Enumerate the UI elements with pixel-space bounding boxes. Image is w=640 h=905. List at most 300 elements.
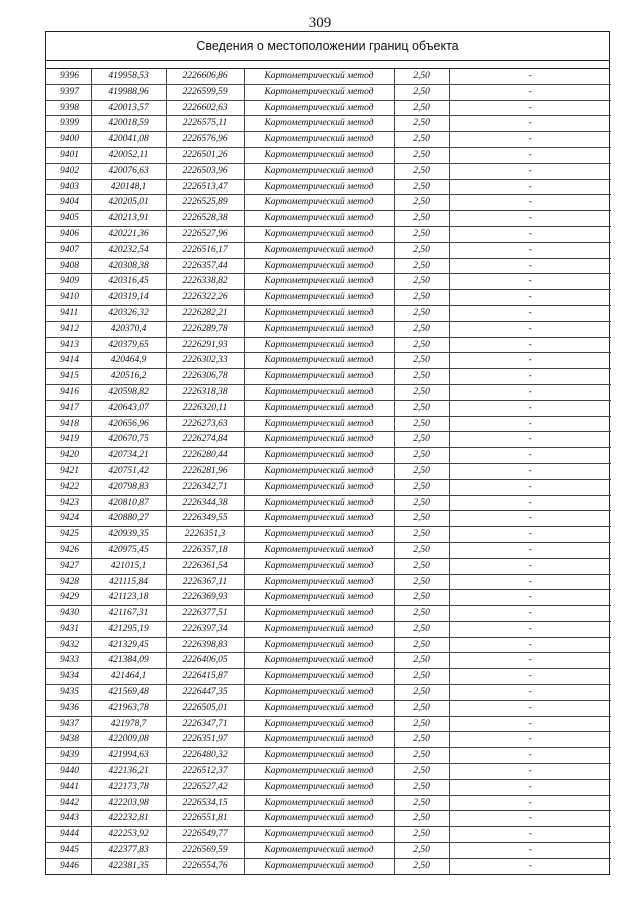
method-cell: Картометрический метод [244, 179, 394, 195]
description-cell: - [449, 100, 611, 116]
table-row [46, 400, 611, 416]
coordinate-y-cell: 2226406,05 [166, 653, 244, 669]
table-row [46, 258, 611, 274]
point-number-cell: 9417 [46, 400, 91, 416]
description-cell: - [449, 811, 611, 827]
table-row [46, 195, 611, 211]
method-cell: Картометрический метод [244, 353, 394, 369]
description-cell: - [449, 764, 611, 780]
method-cell: Картометрический метод [244, 495, 394, 511]
point-number-cell: 9442 [46, 795, 91, 811]
description-cell: - [449, 527, 611, 543]
coordinate-x-cell: 420598,82 [91, 384, 166, 400]
accuracy-cell: 2,50 [394, 843, 449, 859]
coordinate-x-cell: 420205,01 [91, 195, 166, 211]
method-cell: Картометрический метод [244, 574, 394, 590]
table-row [46, 653, 611, 669]
coordinate-x-cell: 421295,19 [91, 621, 166, 637]
method-cell: Картометрический метод [244, 290, 394, 306]
coordinate-y-cell: 2226576,96 [166, 132, 244, 148]
description-cell: - [449, 463, 611, 479]
table-row [46, 290, 611, 306]
point-number-cell: 9436 [46, 700, 91, 716]
coordinate-y-cell: 2226528,38 [166, 211, 244, 227]
coordinate-y-cell: 2226501,26 [166, 147, 244, 163]
coordinate-x-cell: 420308,38 [91, 258, 166, 274]
description-cell: - [449, 511, 611, 527]
table-row [46, 463, 611, 479]
coordinate-y-cell: 2226480,32 [166, 748, 244, 764]
table-row [46, 700, 611, 716]
coordinate-x-cell: 420516,2 [91, 369, 166, 385]
description-cell: - [449, 353, 611, 369]
method-cell: Картометрический метод [244, 321, 394, 337]
method-cell: Картометрический метод [244, 432, 394, 448]
coordinate-y-cell: 2226554,76 [166, 858, 244, 873]
coordinate-y-cell: 2226347,71 [166, 716, 244, 732]
coordinate-y-cell: 2226527,96 [166, 226, 244, 242]
coordinate-x-cell: 420656,96 [91, 416, 166, 432]
accuracy-cell: 2,50 [394, 827, 449, 843]
method-cell: Картометрический метод [244, 685, 394, 701]
point-number-cell: 9405 [46, 211, 91, 227]
accuracy-cell: 2,50 [394, 195, 449, 211]
method-cell: Картометрический метод [244, 542, 394, 558]
accuracy-cell: 2,50 [394, 669, 449, 685]
point-number-cell: 9408 [46, 258, 91, 274]
coordinate-y-cell: 2226302,33 [166, 353, 244, 369]
table-row [46, 542, 611, 558]
method-cell: Картометрический метод [244, 653, 394, 669]
table-row [46, 811, 611, 827]
coordinate-x-cell: 420751,42 [91, 463, 166, 479]
method-cell: Картометрический метод [244, 100, 394, 116]
point-number-cell: 9445 [46, 843, 91, 859]
accuracy-cell: 2,50 [394, 448, 449, 464]
accuracy-cell: 2,50 [394, 163, 449, 179]
table-row [46, 100, 611, 116]
coordinate-y-cell: 2226534,15 [166, 795, 244, 811]
point-number-cell: 9400 [46, 132, 91, 148]
method-cell: Картометрический метод [244, 305, 394, 321]
method-cell: Картометрический метод [244, 132, 394, 148]
table-row [46, 764, 611, 780]
accuracy-cell: 2,50 [394, 637, 449, 653]
coordinate-y-cell: 2226344,38 [166, 495, 244, 511]
description-cell: - [449, 669, 611, 685]
method-cell: Картометрический метод [244, 448, 394, 464]
coordinate-x-cell: 420643,07 [91, 400, 166, 416]
coordinate-x-cell: 422009,08 [91, 732, 166, 748]
accuracy-cell: 2,50 [394, 226, 449, 242]
coordinate-x-cell: 419988,96 [91, 84, 166, 100]
method-cell: Картометрический метод [244, 558, 394, 574]
coordinate-x-cell: 422173,78 [91, 779, 166, 795]
coordinate-x-cell: 420880,27 [91, 511, 166, 527]
accuracy-cell: 2,50 [394, 732, 449, 748]
coordinate-y-cell: 2226351,97 [166, 732, 244, 748]
coordinate-y-cell: 2226599,59 [166, 84, 244, 100]
coordinate-y-cell: 2226447,35 [166, 685, 244, 701]
method-cell: Картометрический метод [244, 211, 394, 227]
accuracy-cell: 2,50 [394, 606, 449, 622]
description-cell: - [449, 606, 611, 622]
method-cell: Картометрический метод [244, 843, 394, 859]
coordinate-y-cell: 2226397,34 [166, 621, 244, 637]
description-cell: - [449, 542, 611, 558]
coordinate-x-cell: 421569,48 [91, 685, 166, 701]
point-number-cell: 9399 [46, 116, 91, 132]
description-cell: - [449, 843, 611, 859]
method-cell: Картометрический метод [244, 242, 394, 258]
table-row [46, 416, 611, 432]
accuracy-cell: 2,50 [394, 132, 449, 148]
table-row [46, 179, 611, 195]
coordinate-y-cell: 2226516,17 [166, 242, 244, 258]
accuracy-cell: 2,50 [394, 527, 449, 543]
accuracy-cell: 2,50 [394, 274, 449, 290]
description-cell: - [449, 495, 611, 511]
method-cell: Картометрический метод [244, 195, 394, 211]
coordinate-y-cell: 2226351,3 [166, 527, 244, 543]
accuracy-cell: 2,50 [394, 321, 449, 337]
coordinate-y-cell: 2226357,18 [166, 542, 244, 558]
description-cell: - [449, 558, 611, 574]
description-cell: - [449, 748, 611, 764]
accuracy-cell: 2,50 [394, 511, 449, 527]
description-cell: - [449, 116, 611, 132]
description-cell: - [449, 732, 611, 748]
accuracy-cell: 2,50 [394, 463, 449, 479]
method-cell: Картометрический метод [244, 384, 394, 400]
point-number-cell: 9423 [46, 495, 91, 511]
description-cell: - [449, 621, 611, 637]
method-cell: Картометрический метод [244, 274, 394, 290]
description-cell: - [449, 321, 611, 337]
coordinate-x-cell: 420734,21 [91, 448, 166, 464]
point-number-cell: 9414 [46, 353, 91, 369]
accuracy-cell: 2,50 [394, 369, 449, 385]
table-row [46, 511, 611, 527]
method-cell: Картометрический метод [244, 479, 394, 495]
point-number-cell: 9434 [46, 669, 91, 685]
description-cell: - [449, 448, 611, 464]
accuracy-cell: 2,50 [394, 290, 449, 306]
header-spacer [46, 61, 609, 69]
coordinate-y-cell: 2226318,38 [166, 384, 244, 400]
point-number-cell: 9427 [46, 558, 91, 574]
coordinate-x-cell: 420810,87 [91, 495, 166, 511]
point-number-cell: 9409 [46, 274, 91, 290]
coordinate-x-cell: 422253,92 [91, 827, 166, 843]
table-row [46, 432, 611, 448]
accuracy-cell: 2,50 [394, 416, 449, 432]
point-number-cell: 9412 [46, 321, 91, 337]
coordinate-y-cell: 2226367,11 [166, 574, 244, 590]
table-row [46, 858, 611, 873]
coordinate-y-cell: 2226525,89 [166, 195, 244, 211]
description-cell: - [449, 479, 611, 495]
coordinate-y-cell: 2226551,81 [166, 811, 244, 827]
method-cell: Картометрический метод [244, 69, 394, 84]
accuracy-cell: 2,50 [394, 764, 449, 780]
method-cell: Картометрический метод [244, 811, 394, 827]
table-row [46, 448, 611, 464]
table-row [46, 795, 611, 811]
accuracy-cell: 2,50 [394, 748, 449, 764]
method-cell: Картометрический метод [244, 827, 394, 843]
description-cell: - [449, 827, 611, 843]
coordinate-x-cell: 421978,7 [91, 716, 166, 732]
point-number-cell: 9404 [46, 195, 91, 211]
method-cell: Картометрический метод [244, 416, 394, 432]
table-row [46, 479, 611, 495]
table-row [46, 132, 611, 148]
table-row [46, 305, 611, 321]
coordinate-y-cell: 2226415,87 [166, 669, 244, 685]
method-cell: Картометрический метод [244, 700, 394, 716]
accuracy-cell: 2,50 [394, 147, 449, 163]
method-cell: Картометрический метод [244, 258, 394, 274]
point-number-cell: 9403 [46, 179, 91, 195]
coordinate-x-cell: 421167,31 [91, 606, 166, 622]
point-number-cell: 9438 [46, 732, 91, 748]
coordinate-x-cell: 420379,65 [91, 337, 166, 353]
coordinate-x-cell: 420076,63 [91, 163, 166, 179]
coordinate-y-cell: 2226274,84 [166, 432, 244, 448]
method-cell: Картометрический метод [244, 732, 394, 748]
description-cell: - [449, 305, 611, 321]
method-cell: Картометрический метод [244, 400, 394, 416]
coordinate-x-cell: 421994,63 [91, 748, 166, 764]
point-number-cell: 9444 [46, 827, 91, 843]
method-cell: Картометрический метод [244, 621, 394, 637]
table-row [46, 69, 611, 84]
table-row [46, 574, 611, 590]
accuracy-cell: 2,50 [394, 811, 449, 827]
table-row [46, 337, 611, 353]
coordinate-x-cell: 420013,57 [91, 100, 166, 116]
table-row [46, 606, 611, 622]
description-cell: - [449, 258, 611, 274]
description-cell: - [449, 163, 611, 179]
accuracy-cell: 2,50 [394, 305, 449, 321]
coordinate-x-cell: 420939,35 [91, 527, 166, 543]
point-number-cell: 9402 [46, 163, 91, 179]
table-row [46, 353, 611, 369]
coordinate-y-cell: 2226289,78 [166, 321, 244, 337]
coordinate-y-cell: 2226602,63 [166, 100, 244, 116]
description-cell: - [449, 779, 611, 795]
point-number-cell: 9411 [46, 305, 91, 321]
coordinate-y-cell: 2226342,71 [166, 479, 244, 495]
description-cell: - [449, 147, 611, 163]
accuracy-cell: 2,50 [394, 353, 449, 369]
description-cell: - [449, 226, 611, 242]
coordinate-y-cell: 2226338,82 [166, 274, 244, 290]
accuracy-cell: 2,50 [394, 858, 449, 873]
accuracy-cell: 2,50 [394, 495, 449, 511]
point-number-cell: 9425 [46, 527, 91, 543]
method-cell: Картометрический метод [244, 369, 394, 385]
point-number-cell: 9401 [46, 147, 91, 163]
description-cell: - [449, 195, 611, 211]
coordinate-y-cell: 2226281,96 [166, 463, 244, 479]
method-cell: Картометрический метод [244, 226, 394, 242]
table-row [46, 116, 611, 132]
method-cell: Картометрический метод [244, 716, 394, 732]
coordinate-x-cell: 420018,59 [91, 116, 166, 132]
coordinate-x-cell: 420316,45 [91, 274, 166, 290]
table-title: Сведения о местоположении границ объекта [46, 32, 609, 61]
coordinate-x-cell: 420052,11 [91, 147, 166, 163]
accuracy-cell: 2,50 [394, 779, 449, 795]
point-number-cell: 9415 [46, 369, 91, 385]
point-number-cell: 9407 [46, 242, 91, 258]
point-number-cell: 9435 [46, 685, 91, 701]
coordinate-x-cell: 420148,1 [91, 179, 166, 195]
coordinate-x-cell: 421963,78 [91, 700, 166, 716]
point-number-cell: 9418 [46, 416, 91, 432]
boundary-table-sheet [45, 31, 610, 875]
point-number-cell: 9439 [46, 748, 91, 764]
table-row [46, 685, 611, 701]
coordinate-x-cell: 420319,14 [91, 290, 166, 306]
accuracy-cell: 2,50 [394, 479, 449, 495]
coordinate-x-cell: 420232,54 [91, 242, 166, 258]
accuracy-cell: 2,50 [394, 685, 449, 701]
method-cell: Картометрический метод [244, 669, 394, 685]
description-cell: - [449, 416, 611, 432]
table-row [46, 495, 611, 511]
table-row [46, 226, 611, 242]
description-cell: - [449, 716, 611, 732]
table-row [46, 732, 611, 748]
point-number-cell: 9419 [46, 432, 91, 448]
method-cell: Картометрический метод [244, 163, 394, 179]
description-cell: - [449, 574, 611, 590]
description-cell: - [449, 211, 611, 227]
accuracy-cell: 2,50 [394, 542, 449, 558]
point-number-cell: 9410 [46, 290, 91, 306]
method-cell: Картометрический метод [244, 337, 394, 353]
accuracy-cell: 2,50 [394, 653, 449, 669]
coordinate-y-cell: 2226357,44 [166, 258, 244, 274]
table-row [46, 384, 611, 400]
table-row [46, 558, 611, 574]
coordinate-x-cell: 420670,75 [91, 432, 166, 448]
coordinate-y-cell: 2226361,54 [166, 558, 244, 574]
description-cell: - [449, 432, 611, 448]
coordinate-x-cell: 420464,9 [91, 353, 166, 369]
point-number-cell: 9430 [46, 606, 91, 622]
coordinate-y-cell: 2226549,77 [166, 827, 244, 843]
accuracy-cell: 2,50 [394, 211, 449, 227]
point-number-cell: 9443 [46, 811, 91, 827]
table-row [46, 590, 611, 606]
accuracy-cell: 2,50 [394, 795, 449, 811]
coordinate-y-cell: 2226291,93 [166, 337, 244, 353]
description-cell: - [449, 700, 611, 716]
point-number-cell: 9437 [46, 716, 91, 732]
description-cell: - [449, 685, 611, 701]
accuracy-cell: 2,50 [394, 574, 449, 590]
coordinate-x-cell: 422381,35 [91, 858, 166, 873]
coordinate-x-cell: 422136,21 [91, 764, 166, 780]
description-cell: - [449, 242, 611, 258]
method-cell: Картометрический метод [244, 606, 394, 622]
table-row [46, 637, 611, 653]
accuracy-cell: 2,50 [394, 179, 449, 195]
point-number-cell: 9413 [46, 337, 91, 353]
description-cell: - [449, 337, 611, 353]
table-row [46, 827, 611, 843]
coordinate-x-cell: 421015,1 [91, 558, 166, 574]
coordinate-y-cell: 2226273,63 [166, 416, 244, 432]
description-cell: - [449, 69, 611, 84]
accuracy-cell: 2,50 [394, 242, 449, 258]
point-number-cell: 9441 [46, 779, 91, 795]
coordinate-y-cell: 2226320,11 [166, 400, 244, 416]
point-number-cell: 9422 [46, 479, 91, 495]
table-row [46, 748, 611, 764]
description-cell: - [449, 795, 611, 811]
accuracy-cell: 2,50 [394, 116, 449, 132]
point-number-cell: 9426 [46, 542, 91, 558]
method-cell: Картометрический метод [244, 764, 394, 780]
table-row [46, 163, 611, 179]
accuracy-cell: 2,50 [394, 337, 449, 353]
method-cell: Картометрический метод [244, 116, 394, 132]
coordinate-y-cell: 2226280,44 [166, 448, 244, 464]
coordinate-x-cell: 421115,84 [91, 574, 166, 590]
method-cell: Картометрический метод [244, 748, 394, 764]
coordinate-x-cell: 420798,83 [91, 479, 166, 495]
point-number-cell: 9440 [46, 764, 91, 780]
description-cell: - [449, 290, 611, 306]
accuracy-cell: 2,50 [394, 716, 449, 732]
description-cell: - [449, 637, 611, 653]
coordinates-table [46, 69, 611, 874]
coordinate-x-cell: 420041,08 [91, 132, 166, 148]
coordinate-y-cell: 2226377,51 [166, 606, 244, 622]
table-row [46, 242, 611, 258]
accuracy-cell: 2,50 [394, 400, 449, 416]
coordinate-x-cell: 421384,09 [91, 653, 166, 669]
coordinates-table-body [46, 69, 611, 874]
table-row [46, 527, 611, 543]
coordinate-x-cell: 420370,4 [91, 321, 166, 337]
method-cell: Картометрический метод [244, 84, 394, 100]
point-number-cell: 9431 [46, 621, 91, 637]
point-number-cell: 9406 [46, 226, 91, 242]
table-row [46, 211, 611, 227]
coordinate-y-cell: 2226527,42 [166, 779, 244, 795]
accuracy-cell: 2,50 [394, 258, 449, 274]
coordinate-x-cell: 422203,98 [91, 795, 166, 811]
point-number-cell: 9420 [46, 448, 91, 464]
coordinate-y-cell: 2226569,59 [166, 843, 244, 859]
description-cell: - [449, 384, 611, 400]
description-cell: - [449, 274, 611, 290]
description-cell: - [528, 860, 532, 871]
table-row [46, 716, 611, 732]
coordinate-y-cell: 2226503,96 [166, 163, 244, 179]
description-cell: - [449, 653, 611, 669]
point-number-cell: 9429 [46, 590, 91, 606]
point-number-cell: 9432 [46, 637, 91, 653]
method-cell: Картометрический метод [244, 637, 394, 653]
